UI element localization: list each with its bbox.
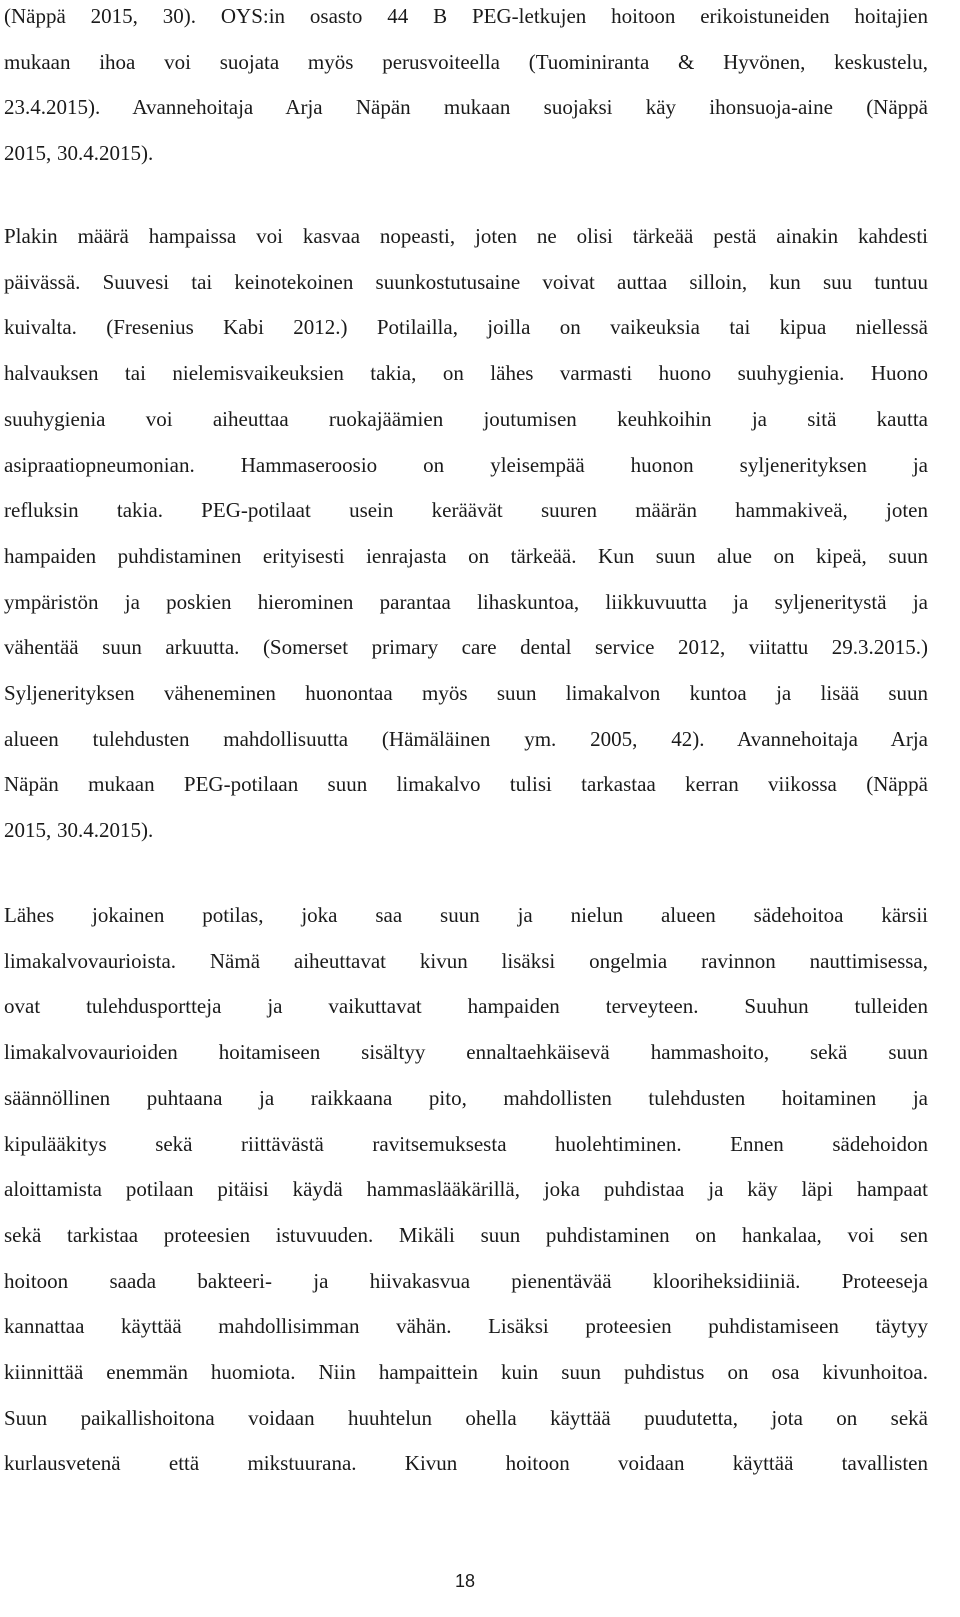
text-line: säännöllinen puhtaana ja raikkaana pito, mahdollisten tulehdusten hoitaminen ja — [4, 1085, 928, 1110]
text-line: alueen tulehdusten mahdollisuutta (Hämäläinen ym. 2005, 42). Avannehoitaja Arja — [4, 726, 928, 751]
text-line: (Näppä 2015, 30). OYS:in osasto 44 B PEG-letkujen hoitoon erikoistuneiden hoitajien — [4, 4, 928, 28]
text-line: päivässä. Suuvesi tai keinotekoinen suunkostutusaine voivat auttaa silloin, kun suu tuntuu — [4, 269, 928, 294]
text-line: kipulääkitys sekä riittävästä ravitsemuksesta huolehtiminen. Ennen sädehoidon — [4, 1131, 928, 1156]
text-line: suuhygienia voi aiheuttaa ruokajäämien joutumisen keuhkoihin ja sitä kautta — [4, 406, 928, 431]
text-line: mukaan ihoa voi suojata myös perusvoiteella (Tuominiranta & Hyvönen, keskustelu, — [4, 49, 928, 74]
text-line: Lähes jokainen potilas, joka saa suun ja nielun alueen sädehoitoa kärsii — [4, 903, 928, 927]
text-line: Näpän mukaan PEG-potilaan suun limakalvo tulisi tarkastaa kerran viikossa (Näppä — [4, 772, 928, 797]
text-line: hoitoon saada bakteeri- ja hiivakasvua pienentävää klooriheksidiiniä. Proteeseja — [4, 1268, 928, 1293]
text-line: kiinnittää enemmän huomiota. Niin hampaittein kuin suun puhdistus on osa kivunhoitoa. — [4, 1360, 928, 1385]
text-line: Plakin määrä hampaissa voi kasvaa nopeasti, joten ne olisi tärkeää pestä ainakin kahdesti — [4, 224, 928, 248]
text-line: Syljenerityksen väheneminen huonontaa myös suun limakalvon kuntoa ja lisää suun — [4, 681, 928, 706]
text-line: halvauksen tai nielemisvaikeuksien takia, on lähes varmasti huono suuhygienia. Huono — [4, 361, 928, 386]
text-line: Suun paikallishoitona voidaan huuhtelun ohella käyttää puudutetta, jota on sekä — [4, 1405, 928, 1430]
text-line: asipraatiopneumonian. Hammaseroosio on yleisempää huonon syljenerityksen ja — [4, 452, 928, 477]
paragraph-2 — [4, 214, 928, 854]
text-line: 23.4.2015). Avannehoitaja Arja Näpän mukaan suojaksi käy ihonsuoja-aine (Näppä — [4, 95, 928, 120]
page-number: 18 — [454, 1571, 476, 1591]
text-line: limakalvovaurioista. Nämä aiheuttavat kivun lisäksi ongelmia ravinnon nauttimisessa, — [4, 948, 928, 973]
paragraph-3 — [4, 893, 928, 1487]
text-line: sekä tarkistaa proteesien istuvuuden. Mikäli suun puhdistaminen on hankalaa, voi sen — [4, 1222, 928, 1247]
text-line: refluksin takia. PEG-potilaat usein keräävät suuren määrän hammakiveä, joten — [4, 498, 928, 523]
text-line: 2015, 30.4.2015). — [4, 818, 154, 843]
text-line: kurlausvetenä että mikstuurana. Kivun hoitoon voidaan käyttää tavallisten — [4, 1451, 928, 1476]
text-line: 2015, 30.4.2015). — [4, 141, 154, 166]
text-line: vähentää suun arkuutta. (Somerset primary care dental service 2012, viitattu 29.3.2015.) — [4, 635, 928, 660]
text-line: limakalvovaurioiden hoitamiseen sisältyy ennaltaehkäisevä hammashoito, sekä suun — [4, 1040, 928, 1065]
text-line: ovat tulehdusportteja ja vaikuttavat hampaiden terveyteen. Suuhun tulleiden — [4, 994, 928, 1019]
text-line: hampaiden puhdistaminen erityisesti ienrajasta on tärkeää. Kun suun alue on kipeä, suun — [4, 543, 928, 568]
text-line: aloittamista potilaan pitäisi käydä hammaslääkärillä, joka puhdistaa ja käy läpi hampaat — [4, 1177, 928, 1202]
text-line: ympäristön ja poskien hierominen parantaa lihaskuntoa, liikkuvuutta ja syljeneritystä ja — [4, 589, 928, 614]
paragraph-1 — [4, 0, 928, 177]
text-line: kuivalta. (Fresenius Kabi 2012.) Potilailla, joilla on vaikeuksia tai kipua niellessä — [4, 315, 928, 340]
text-line: kannattaa käyttää mahdollisimman vähän. Lisäksi proteesien puhdistamiseen täytyy — [4, 1314, 928, 1339]
